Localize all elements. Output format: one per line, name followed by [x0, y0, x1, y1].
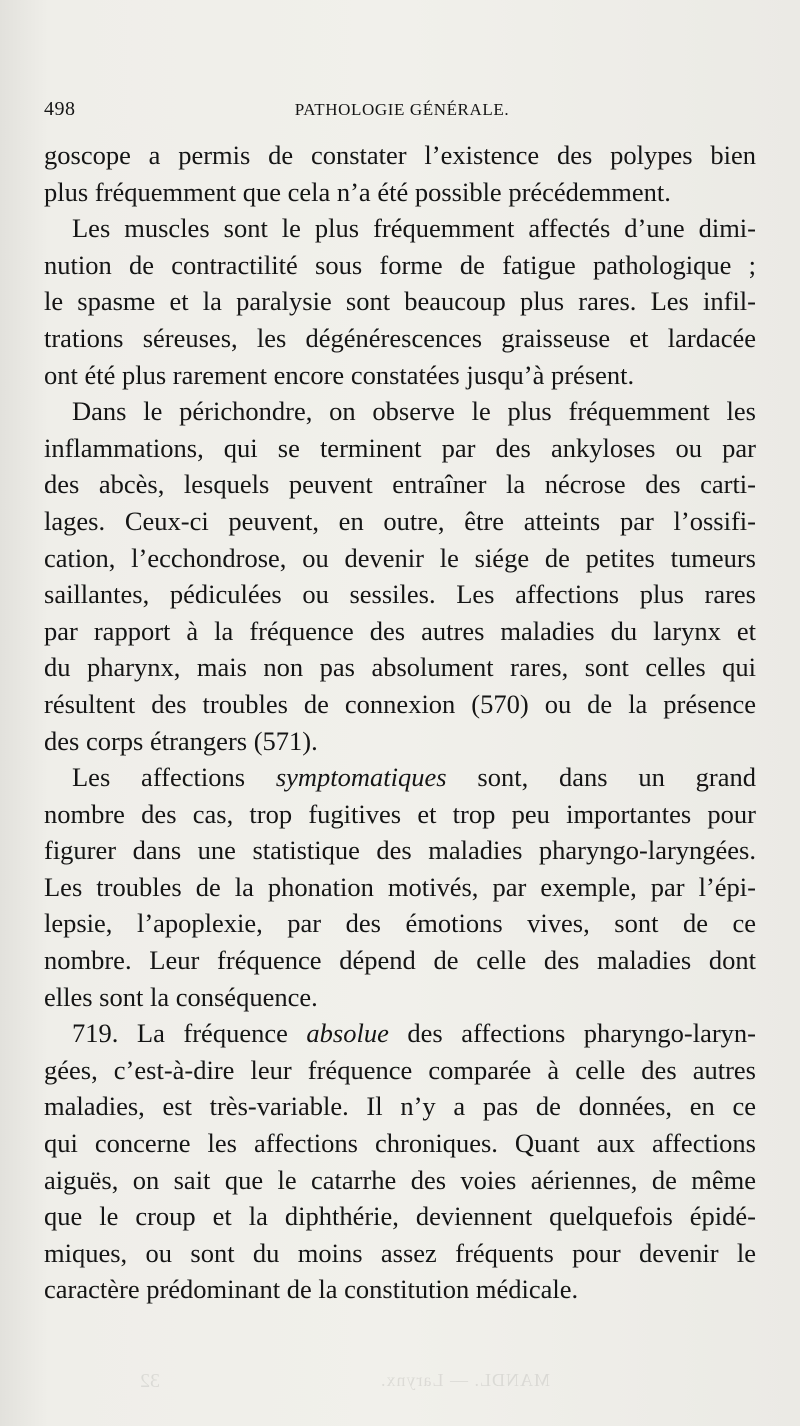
show-through-footer: MANDL. — Larynx.: [380, 1370, 550, 1390]
text-line: trations séreuses, les dégénérescences graisseuse et lardacée: [44, 322, 756, 353]
page-header: [44, 98, 760, 128]
text-line: [44, 759, 756, 796]
text-line: Les muscles sont le plus fréquemment affectés d’une dimi-: [72, 213, 756, 244]
text-line: goscope a permis de constater l’existence des polypes bien: [44, 140, 756, 170]
text-line: Dans le périchondre, on observe le plus fréquemment les: [72, 396, 756, 427]
text-line: elles sont la conséquence.: [44, 981, 318, 1012]
text-line: miques, ou sont du moins assez fréquents pour devenir le: [44, 1237, 756, 1268]
text-line: plus fréquemment que cela n’a été possible précédemment.: [44, 176, 671, 207]
text-line: caractère prédominant de la constitution médicale.: [44, 1274, 579, 1305]
text-line: aiguës, on sait que le catarrhe des voies aériennes, de même: [44, 1164, 756, 1195]
body-text: [44, 137, 756, 1308]
text-line: que le croup et la diphthérie, deviennent quelquefois épidé-: [44, 1201, 756, 1232]
italic-term: symptomatiques: [275, 762, 447, 793]
text-line: ont été plus rarement encore constatées jusqu’à présent.: [44, 359, 635, 390]
text-line: nombre. Leur fréquence dépend de celle des maladies dont: [44, 945, 756, 976]
text-line: lepsie, l’apoplexie, par des émotions vives, sont de ce: [44, 908, 756, 939]
text-line: résultent des troubles de connexion (570) ou de la présence: [44, 688, 756, 719]
text-line: [44, 1015, 756, 1052]
text-segment: sont, dans un grand: [446, 762, 756, 793]
text-line: maladies, est très-variable. Il n’y a pas de données, en ce: [44, 1091, 756, 1122]
text-line: qui concerne les affections chroniques. Quant aux affections: [44, 1128, 756, 1159]
text-segment: Les affections: [72, 762, 276, 793]
text-line: lages. Ceux-ci peuvent, en outre, être atteints par l’ossifi-: [44, 505, 756, 536]
text-line: par rapport à la fréquence des autres maladies du larynx et: [44, 615, 756, 646]
text-segment: 719. La fréquence: [72, 1018, 307, 1049]
show-through-number: 32: [140, 1370, 160, 1392]
page-number: 498: [44, 98, 76, 120]
text-line: du pharynx, mais non pas absolument rares, sont celles qui: [44, 652, 756, 683]
text-segment: des affections pharyngo-laryn-: [388, 1018, 756, 1049]
text-line: des abcès, lesquels peuvent entraîner la nécrose des carti-: [44, 469, 756, 500]
text-line: nombre des cas, trop fugitives et trop peu importantes pour: [44, 798, 756, 829]
text-line: gées, c’est-à-dire leur fréquence comparée à celle des autres: [44, 1054, 756, 1085]
text-line: saillantes, pédiculées ou sessiles. Les affections plus rares: [44, 579, 756, 610]
text-line: inflammations, qui se terminent par des ankyloses ou par: [44, 432, 756, 463]
text-line: le spasme et la paralysie sont beaucoup plus rares. Les infil-: [44, 286, 756, 317]
text-line: des corps étrangers (571).: [44, 725, 318, 756]
italic-term: absolue: [306, 1018, 389, 1049]
text-line: nution de contractilité sous forme de fatigue pathologique ;: [44, 249, 756, 280]
running-head: PATHOLOGIE GÉNÉRALE.: [294, 100, 510, 119]
text-line: figurer dans une statistique des maladies pharyngo-laryngées.: [44, 835, 756, 866]
text-line: cation, l’ecchondrose, ou devenir le siége de petites tumeurs: [44, 542, 756, 573]
text-line: Les troubles de la phonation motivés, par exemple, par l’épi-: [44, 871, 756, 902]
